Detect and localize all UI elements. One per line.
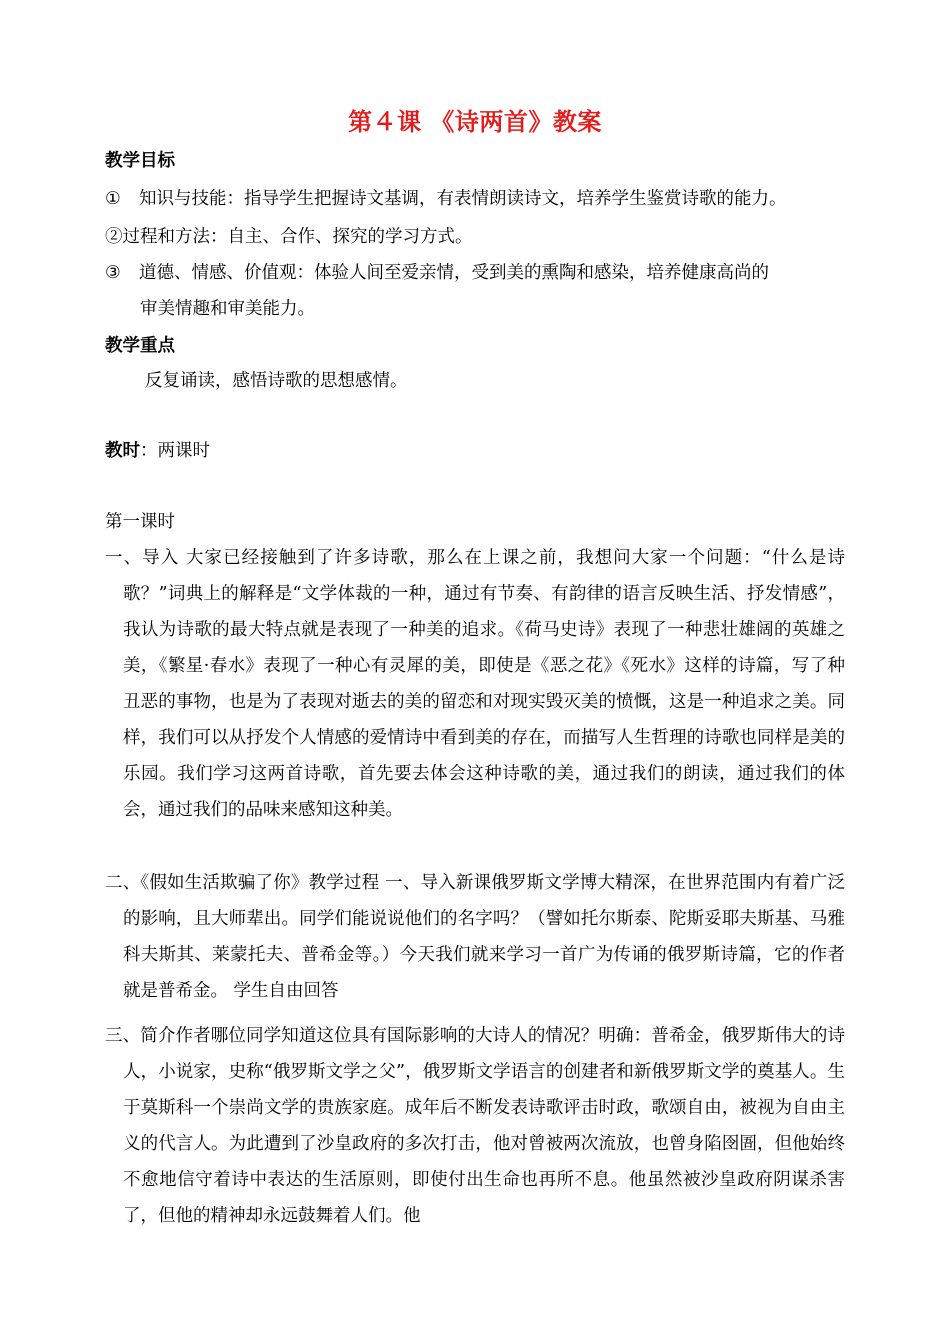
goal-number: ② — [105, 227, 123, 247]
goal-item-3-continuation: 审美情趣和审美能力。 — [140, 299, 315, 319]
goal-number: ① — [105, 189, 121, 209]
lesson-paragraph-2: 二、《假如生活欺骗了你》教学过程 一、导入新课俄罗斯文学博大精深，在世界范围内有着广泛的影响，且大师辈出。同学们能说说他们的名字吗？（譬如托尔斯泰、陀斯妥耶夫斯基、马雅科夫斯其、莱蒙托夫、普希金等。）今天我们就来学习一首广为传诵的俄罗斯诗篇，它的作者就是普希金。 学生自由回答 — [105, 873, 845, 1001]
lesson-paragraph-1: 一、导入 大家已经接触到了许多诗歌，那么在上课之前，我想问大家一个问题：“什么是诗歌？”词典上的解释是“文学体裁的一种，通过有节奏、有韵律的语言反映生活、抒发情感”，我认为诗歌的最大特点就是表现了一种美的追求。《荷马史诗》表现了一种悲壮雄阔的英雄之美，《繁星·春水》表现了一种心有灵犀的美，即使是《恶之花》《死水》这样的诗篇，写了种丑恶的事物，也是为了表现对逝去的美的留恋和对现实毁灭美的愤慨，这是一种追求之美。同样，我们可以从抒发个人情感的爱情诗中看到美的存在，而描写人生哲理的诗歌也同样是美的乐园。我们学习这两首诗歌，首先要去体会这种诗歌的美，通过我们的朗读，通过我们的体会，通过我们的品味来感知这种美。 — [105, 548, 845, 820]
hours-label: 教时 — [105, 441, 140, 461]
goals-heading: 教学目标 — [105, 151, 175, 171]
goal-text: 知识与技能：指导学生把握诗文基调，有表情朗读诗文，培养学生鉴赏诗歌的能力。 — [139, 189, 787, 209]
focus-text: 反复诵读，感悟诗歌的思想感情。 — [145, 371, 408, 391]
goal-item-2 — [105, 222, 473, 252]
goal-text: 过程和方法：自主、合作、探究的学习方式。 — [122, 227, 473, 247]
goal-text: 道德、情感、价值观：体验人间至爱亲情，受到美的熏陶和感染，培养健康高尚的 — [139, 263, 769, 283]
document-title: 第４课 《诗两首》教案 — [348, 107, 602, 136]
goal-number: ③ — [105, 263, 121, 283]
focus-heading: 教学重点 — [105, 336, 175, 356]
lesson-paragraph-3: 三、简介作者哪位同学知道这位具有国际影响的大诗人的情况？明确：普希金，俄罗斯伟大的诗人，小说家，史称“俄罗斯文学之父”，俄罗斯文学语言的创建者和新俄罗斯文学的奠基人。生于莫斯科一个崇尚文学的贵族家庭。成年后不断发表诗歌评击时政，歌颂自由，被视为自由主义的代言人。为此遭到了沙皇政府的多次打击，他对曾被两次流放，也曾身陷囹圄，但他始终不愈地信守着诗中表达的生活原则，即使付出生命也再所不息。他虽然被沙皇政府阴谋杀害了，但他的精神却永远鼓舞着人们。他 — [105, 1026, 845, 1226]
hours-line — [105, 436, 210, 466]
goal-item-3 — [105, 258, 769, 288]
goal-item-1 — [105, 184, 787, 214]
hours-value: 两课时 — [157, 441, 210, 461]
lesson-heading: 第一课时 — [105, 512, 175, 532]
hours-colon: ： — [140, 441, 158, 461]
